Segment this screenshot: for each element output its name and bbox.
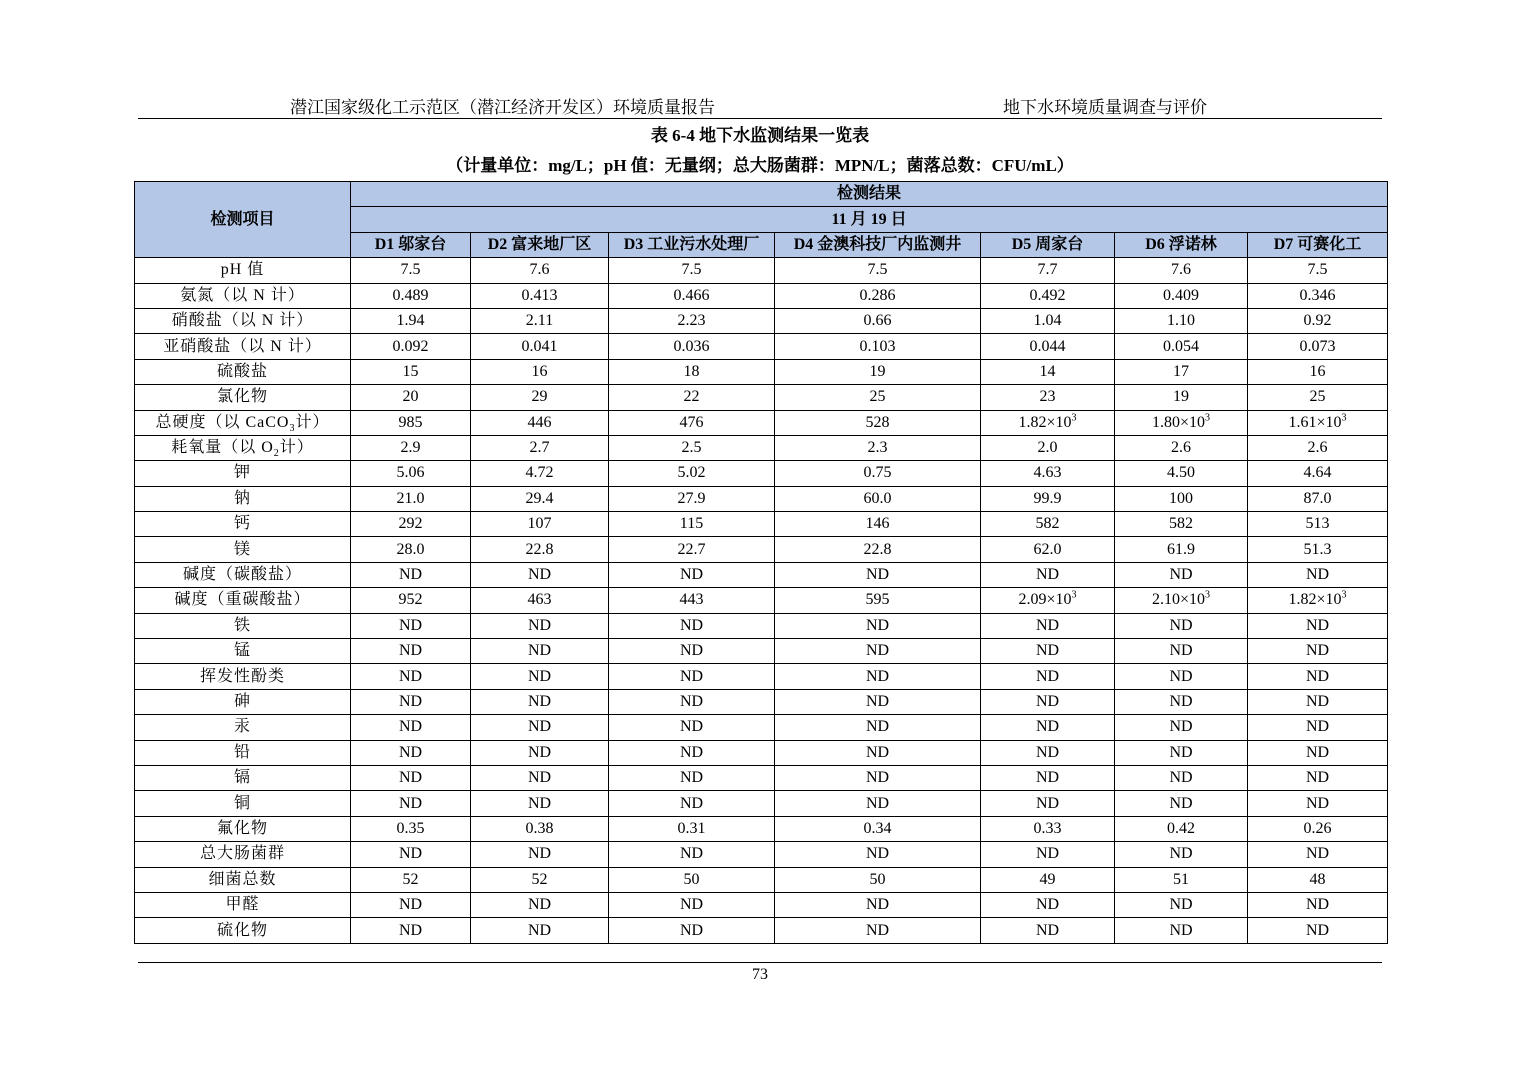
running-header-title: 潜江国家级化工示范区（潜江经济开发区）环境质量报告 [290,98,715,118]
item-name-cell: 锰 [135,639,351,664]
value-cell: 22 [609,385,775,410]
value-cell: 29.4 [471,486,609,511]
item-name-cell: 总大肠菌群 [135,842,351,867]
value-cell: ND [775,892,981,917]
value-cell [1248,588,1388,613]
value-cell: 100 [1115,486,1248,511]
value-cell: 2.11 [471,308,609,333]
value-cell: 0.103 [775,334,981,359]
value-cell [981,588,1115,613]
value-cell: 0.34 [775,816,981,841]
value-cell: 51 [1115,867,1248,892]
table-row [135,410,1388,435]
table-row [135,689,1388,714]
value-cell: 0.036 [609,334,775,359]
value-cell: 528 [775,410,981,435]
item-name-cell: 细菌总数 [135,867,351,892]
value-cell [1115,588,1248,613]
item-name-cell: 镁 [135,537,351,562]
value-cell: ND [1248,689,1388,714]
value-cell: 18 [609,359,775,384]
value-cell: ND [1248,613,1388,638]
value-cell: 7.5 [775,258,981,283]
value-cell: ND [609,715,775,740]
item-name-text: 耗氧量（以 O [171,439,274,457]
value-cell: ND [775,664,981,689]
value-cell [981,410,1115,435]
value-cell: ND [609,689,775,714]
value-cell: 50 [609,867,775,892]
value-cell: 476 [609,410,775,435]
value-cell: ND [981,715,1115,740]
value-mantissa: 1.82×10 [1018,413,1072,431]
value-cell: ND [775,562,981,587]
value-cell: ND [609,765,775,790]
table-row [135,791,1388,816]
value-cell: 4.63 [981,461,1115,486]
value-cell: 513 [1248,512,1388,537]
value-cell: 582 [981,512,1115,537]
value-cell: 25 [775,385,981,410]
item-name-cell [135,435,351,460]
value-cell: ND [1115,842,1248,867]
item-name-subscript: 3 [289,422,296,434]
value-cell: 50 [775,867,981,892]
value-cell: ND [981,842,1115,867]
value-cell: 2.5 [609,435,775,460]
value-cell: ND [775,842,981,867]
value-mantissa: 2.10×10 [1151,591,1206,609]
value-cell: 446 [471,410,609,435]
table-row [135,613,1388,638]
value-cell: ND [981,562,1115,587]
value-cell: 22.7 [609,537,775,562]
value-cell: ND [1248,639,1388,664]
value-cell: 2.6 [1115,435,1248,460]
value-cell: ND [609,842,775,867]
value-cell: ND [351,740,471,765]
value-cell: ND [471,689,609,714]
item-name-cell: 钙 [135,512,351,537]
value-mantissa: 2.09×10 [1018,591,1072,609]
value-mantissa: 1.82×10 [1288,591,1342,609]
value-cell: ND [1248,715,1388,740]
item-name-text: 计） [295,413,330,431]
value-cell: 51.3 [1248,537,1388,562]
item-name-cell: 硫化物 [135,918,351,943]
value-cell: 0.92 [1248,308,1388,333]
table-row [135,842,1388,867]
table-row [135,588,1388,613]
value-cell: 7.5 [1248,258,1388,283]
value-cell: ND [351,562,471,587]
value-cell: 14 [981,359,1115,384]
value-cell: ND [1248,842,1388,867]
table-row [135,435,1388,460]
value-cell: ND [775,918,981,943]
value-cell: ND [609,892,775,917]
value-cell: 20 [351,385,471,410]
value-exponent: 3 [1341,590,1347,602]
item-name-cell: 汞 [135,715,351,740]
item-name-cell: 氟化物 [135,816,351,841]
column-header: D6 浮诺林 [1115,232,1248,257]
value-cell: ND [1115,765,1248,790]
item-name-cell: 氯化物 [135,385,351,410]
value-cell: 4.50 [1115,461,1248,486]
value-cell: 7.6 [471,258,609,283]
item-name-cell: 硝酸盐（以 N 计） [135,308,351,333]
table-row [135,258,1388,283]
value-cell [1115,410,1248,435]
result-header: 检测结果 [351,182,1388,207]
table-row [135,765,1388,790]
value-cell: 1.04 [981,308,1115,333]
value-cell: 0.35 [351,816,471,841]
value-cell: ND [609,639,775,664]
value-cell: 29 [471,385,609,410]
item-name-cell: 铜 [135,791,351,816]
column-header: D5 周家台 [981,232,1115,257]
value-cell: ND [775,639,981,664]
value-exponent: 3 [1071,590,1077,602]
groundwater-results-table [134,181,1388,944]
value-cell: ND [471,892,609,917]
value-cell: ND [775,791,981,816]
table-row [135,486,1388,511]
value-cell: 0.044 [981,334,1115,359]
value-cell: 595 [775,588,981,613]
value-cell: ND [351,613,471,638]
item-name-cell: 砷 [135,689,351,714]
header-rule [138,118,1382,119]
value-cell: ND [981,918,1115,943]
item-name-cell: pH 值 [135,258,351,283]
value-cell: 27.9 [609,486,775,511]
value-cell: 0.26 [1248,816,1388,841]
table-row [135,562,1388,587]
value-cell: 115 [609,512,775,537]
value-cell: 28.0 [351,537,471,562]
value-cell: ND [471,613,609,638]
value-cell: ND [471,664,609,689]
value-cell: 4.72 [471,461,609,486]
value-cell: ND [471,740,609,765]
value-cell: 60.0 [775,486,981,511]
item-name-cell: 镉 [135,765,351,790]
value-cell: 2.3 [775,435,981,460]
value-cell: ND [1115,892,1248,917]
item-name-cell: 硫酸盐 [135,359,351,384]
item-name-cell: 挥发性酚类 [135,664,351,689]
item-name-cell: 亚硝酸盐（以 N 计） [135,334,351,359]
value-cell: ND [609,791,775,816]
value-cell: 2.9 [351,435,471,460]
value-cell: ND [351,842,471,867]
value-cell: ND [1115,639,1248,664]
value-cell: 0.31 [609,816,775,841]
value-cell: ND [981,689,1115,714]
value-cell: 21.0 [351,486,471,511]
value-cell: 52 [351,867,471,892]
value-cell: 146 [775,512,981,537]
value-cell: ND [981,639,1115,664]
value-cell: 7.6 [1115,258,1248,283]
value-cell: ND [1248,791,1388,816]
value-mantissa: 1.61×10 [1288,413,1342,431]
value-cell: ND [1248,664,1388,689]
column-header: D1 邬家台 [351,232,471,257]
table-units-note: （计量单位：mg/L；pH 值：无量纲；总大肠菌群：MPN/L；菌落总数：CFU/mL） [446,156,1074,175]
value-cell: 87.0 [1248,486,1388,511]
value-cell: 22.8 [471,537,609,562]
item-name-text: 计） [279,439,314,457]
table-row [135,537,1388,562]
value-cell: 985 [351,410,471,435]
value-cell: 2.23 [609,308,775,333]
value-cell: ND [1115,613,1248,638]
value-cell: 99.9 [981,486,1115,511]
value-cell: 16 [471,359,609,384]
value-cell: 19 [1115,385,1248,410]
value-cell: 0.054 [1115,334,1248,359]
value-cell: 49 [981,867,1115,892]
value-cell: ND [609,918,775,943]
value-cell: 0.073 [1248,334,1388,359]
value-cell: 0.75 [775,461,981,486]
value-cell: 0.346 [1248,283,1388,308]
value-exponent: 3 [1205,590,1211,602]
value-cell: ND [1115,918,1248,943]
column-header: D3 工业污水处理厂 [609,232,775,257]
value-cell: ND [471,562,609,587]
table-row [135,283,1388,308]
value-cell: 0.092 [351,334,471,359]
footer-rule [138,962,1382,963]
value-cell: ND [609,613,775,638]
item-name-cell: 碱度（碳酸盐） [135,562,351,587]
value-cell: ND [981,613,1115,638]
value-cell: 15 [351,359,471,384]
value-cell: ND [1115,664,1248,689]
table-row [135,385,1388,410]
value-cell: ND [775,613,981,638]
value-cell: ND [981,765,1115,790]
value-cell: ND [609,740,775,765]
running-header-section: 地下水环境质量调查与评价 [1003,98,1207,118]
value-cell: 17 [1115,359,1248,384]
table-row [135,359,1388,384]
value-cell: 23 [981,385,1115,410]
value-cell: 0.041 [471,334,609,359]
value-cell: ND [351,664,471,689]
value-cell: 582 [1115,512,1248,537]
value-cell: ND [1115,715,1248,740]
value-cell: 7.5 [609,258,775,283]
item-name-cell: 碱度（重碳酸盐） [135,588,351,613]
column-header: D2 富来地厂区 [471,232,609,257]
value-cell: 0.466 [609,283,775,308]
value-cell: ND [609,562,775,587]
value-cell: ND [351,715,471,740]
value-cell: 0.413 [471,283,609,308]
item-name-text: 总硬度（以 CaCO [155,413,290,431]
table-row [135,892,1388,917]
table-row [135,867,1388,892]
value-cell: ND [981,740,1115,765]
value-cell: ND [1115,791,1248,816]
value-cell: ND [775,689,981,714]
value-cell: 1.94 [351,308,471,333]
table-row [135,740,1388,765]
table-row [135,334,1388,359]
item-name-cell: 铅 [135,740,351,765]
value-cell: ND [471,715,609,740]
value-cell: 443 [609,588,775,613]
value-cell: ND [471,842,609,867]
value-cell: ND [981,791,1115,816]
value-cell: ND [1115,562,1248,587]
value-cell: 7.5 [351,258,471,283]
value-cell: ND [351,639,471,664]
value-cell: ND [1248,892,1388,917]
value-cell: ND [1248,765,1388,790]
value-cell: ND [981,664,1115,689]
value-cell: ND [1248,562,1388,587]
value-cell: 0.42 [1115,816,1248,841]
value-cell: 2.0 [981,435,1115,460]
value-cell: 0.33 [981,816,1115,841]
value-cell: 52 [471,867,609,892]
item-name-subscript: 2 [273,448,280,460]
value-cell: 1.10 [1115,308,1248,333]
value-cell: 48 [1248,867,1388,892]
table-row [135,308,1388,333]
table-row [135,664,1388,689]
value-cell: 292 [351,512,471,537]
value-cell: ND [1248,740,1388,765]
value-cell: ND [351,892,471,917]
column-header: D4 金澳科技厂内监测井 [775,232,981,257]
item-name-cell: 铁 [135,613,351,638]
value-cell: 2.6 [1248,435,1388,460]
value-cell: ND [471,765,609,790]
value-cell: ND [775,715,981,740]
value-cell: 61.9 [1115,537,1248,562]
value-cell: ND [775,765,981,790]
table-row [135,639,1388,664]
value-cell: 0.489 [351,283,471,308]
value-mantissa: 1.80×10 [1151,413,1206,431]
item-name-cell: 钾 [135,461,351,486]
item-name-cell [135,410,351,435]
value-cell: 4.64 [1248,461,1388,486]
value-cell: 16 [1248,359,1388,384]
value-cell: 107 [471,512,609,537]
date-header: 11 月 19 日 [351,207,1388,232]
table-row [135,918,1388,943]
value-cell: ND [351,791,471,816]
value-exponent: 3 [1341,412,1347,424]
value-cell: 2.7 [471,435,609,460]
value-cell: 952 [351,588,471,613]
value-cell: ND [1115,740,1248,765]
value-cell: ND [351,765,471,790]
value-cell: ND [609,664,775,689]
value-cell: 0.286 [775,283,981,308]
table-row [135,715,1388,740]
item-name-cell: 氨氮（以 N 计） [135,283,351,308]
value-cell: 0.66 [775,308,981,333]
value-cell: 0.38 [471,816,609,841]
value-cell: 5.02 [609,461,775,486]
value-cell: ND [981,892,1115,917]
table-row [135,512,1388,537]
value-cell [1248,410,1388,435]
value-cell: 25 [1248,385,1388,410]
table-caption: 表 6-4 地下水监测结果一览表 [650,126,870,145]
value-cell: 0.492 [981,283,1115,308]
value-exponent: 3 [1205,412,1211,424]
value-cell: ND [351,689,471,714]
value-cell: ND [471,918,609,943]
value-cell: ND [775,740,981,765]
value-cell: 19 [775,359,981,384]
value-cell: ND [471,639,609,664]
table-row [135,461,1388,486]
value-cell: 7.7 [981,258,1115,283]
item-name-cell: 甲醛 [135,892,351,917]
item-header: 检测项目 [135,182,351,258]
value-cell: 0.409 [1115,283,1248,308]
value-cell: 22.8 [775,537,981,562]
value-cell: ND [351,918,471,943]
column-header: D7 可赛化工 [1248,232,1388,257]
page-number: 73 [752,966,768,983]
item-name-cell: 钠 [135,486,351,511]
value-cell: 62.0 [981,537,1115,562]
value-cell: ND [1248,918,1388,943]
value-cell: 5.06 [351,461,471,486]
value-cell: 463 [471,588,609,613]
value-exponent: 3 [1071,412,1077,424]
value-cell: ND [471,791,609,816]
value-cell: ND [1115,689,1248,714]
table-row [135,816,1388,841]
